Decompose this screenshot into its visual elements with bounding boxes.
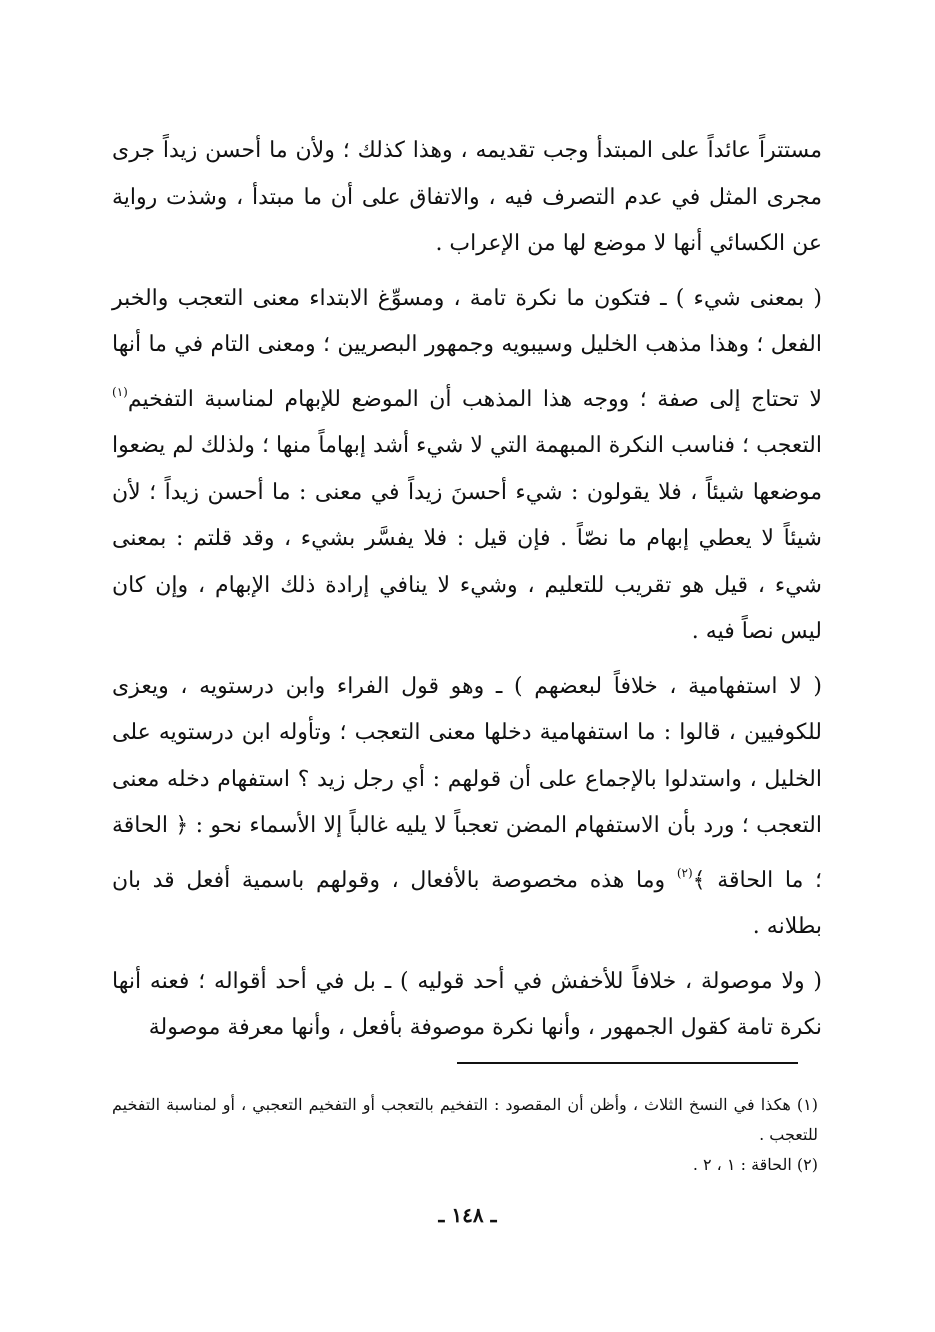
footnotes (112, 1090, 818, 1180)
main-text (112, 128, 822, 1052)
page-number: ـ ١٤٨ ـ (438, 1203, 497, 1227)
paragraph-1-text: مستتراً عائداً على المبتدأ وجب تقديمه ، وهذا كذلك ؛ ولأن ما أحسن زيداً جرى مجرى المثل في عدم التصرف فيه ، والاتفاق على أن ما مبتدأ ، وشذت رواية عن الكسائي أنها لا موضع لها من الإعراب . (112, 138, 822, 256)
paragraph-4 (112, 959, 822, 1052)
footnote-marker-2: (٢) (676, 865, 693, 880)
paragraph-4-text: ( ولا موصولة ، خلافاً للأخفش في أحد قوليه ) ـ بل في أحد أقواله ؛ فعنه أنها نكرة تامة كقول الجمهور ، وأنها نكرة موصوفة بأفعل ، وأنها معرفة موصولة (112, 968, 822, 1040)
paragraph-3-continuation: وما هذه مخصوصة بالأفعال ، وقولهم باسمية أفعل قد بان بطلانه . (112, 867, 822, 939)
paragraph-3-text: ( لا استفهامية ، خلافاً لبعضهم ) ـ وهو قول الفراء وابن درستويه ، ويعزى للكوفيين ، قالوا : ما استفهامية دخلها معنى التعجب ؛ وتأوله ابن درستويه على الخليل ، واستدلوا بالإجماع على أن قولهم : أي رجل زيد ؟ استفهام دخله معنى التعجب ؛ ورد بأن الاستفهام المضن تعجباً لا يليه غالباً إلا الأسماء نحو : ﴿ الحاقة ؛ ما الحاقة ﴾ (112, 673, 822, 893)
paragraph-3 (112, 664, 822, 951)
paragraph-2-continuation: التعجب ؛ فناسب النكرة المبهمة التي لا شيء أشد إبهاماً منها ؛ ولذلك لم يضعوا موضعها شيئاً ، فلا يقولون : شيء أحسنَ زيداً في معنى : ما أحسن زيداً ؛ لأن شيئاً لا يعطي إبهام ما نصّاً . فإن قيل : فلا يفسَّر بشيء ، وقد قلتم : بمعنى شيء ، قيل هو تقريب للتعليم ، وشيء لا ينافي إرادة ذلك الإبهام ، وإن كان ليس نصاً فيه . (112, 433, 822, 644)
paragraph-2-text: ( بمعنى شيء ) ـ فتكون ما نكرة تامة ، ومسوِّغ الابتداء معنى التعجب والخبر الفعل ؛ وهذا مذهب الخليل وسيبويه وجمهور البصريين ؛ ومعنى التام في ما أنها لا تحتاج إلى صفة ؛ ووجه هذا المذهب أن الموضع للإبهام لمناسبة التفخيم (112, 285, 823, 412)
footnote-2: (٢) الحاقة : ١ ، ٢ . (692, 1155, 818, 1174)
footnote-1: (١) هكذا في النسخ الثلاث ، وأظن أن المقصود : التفخيم بالتعجب أو التفخيم التعجبي ، أو لمناسبة التفخيم للتعجب . (112, 1095, 818, 1144)
paragraph-1 (112, 128, 822, 268)
footnote-marker-1: (١) (112, 384, 128, 399)
paragraph-2 (112, 276, 822, 656)
footnote-separator (457, 1062, 798, 1064)
